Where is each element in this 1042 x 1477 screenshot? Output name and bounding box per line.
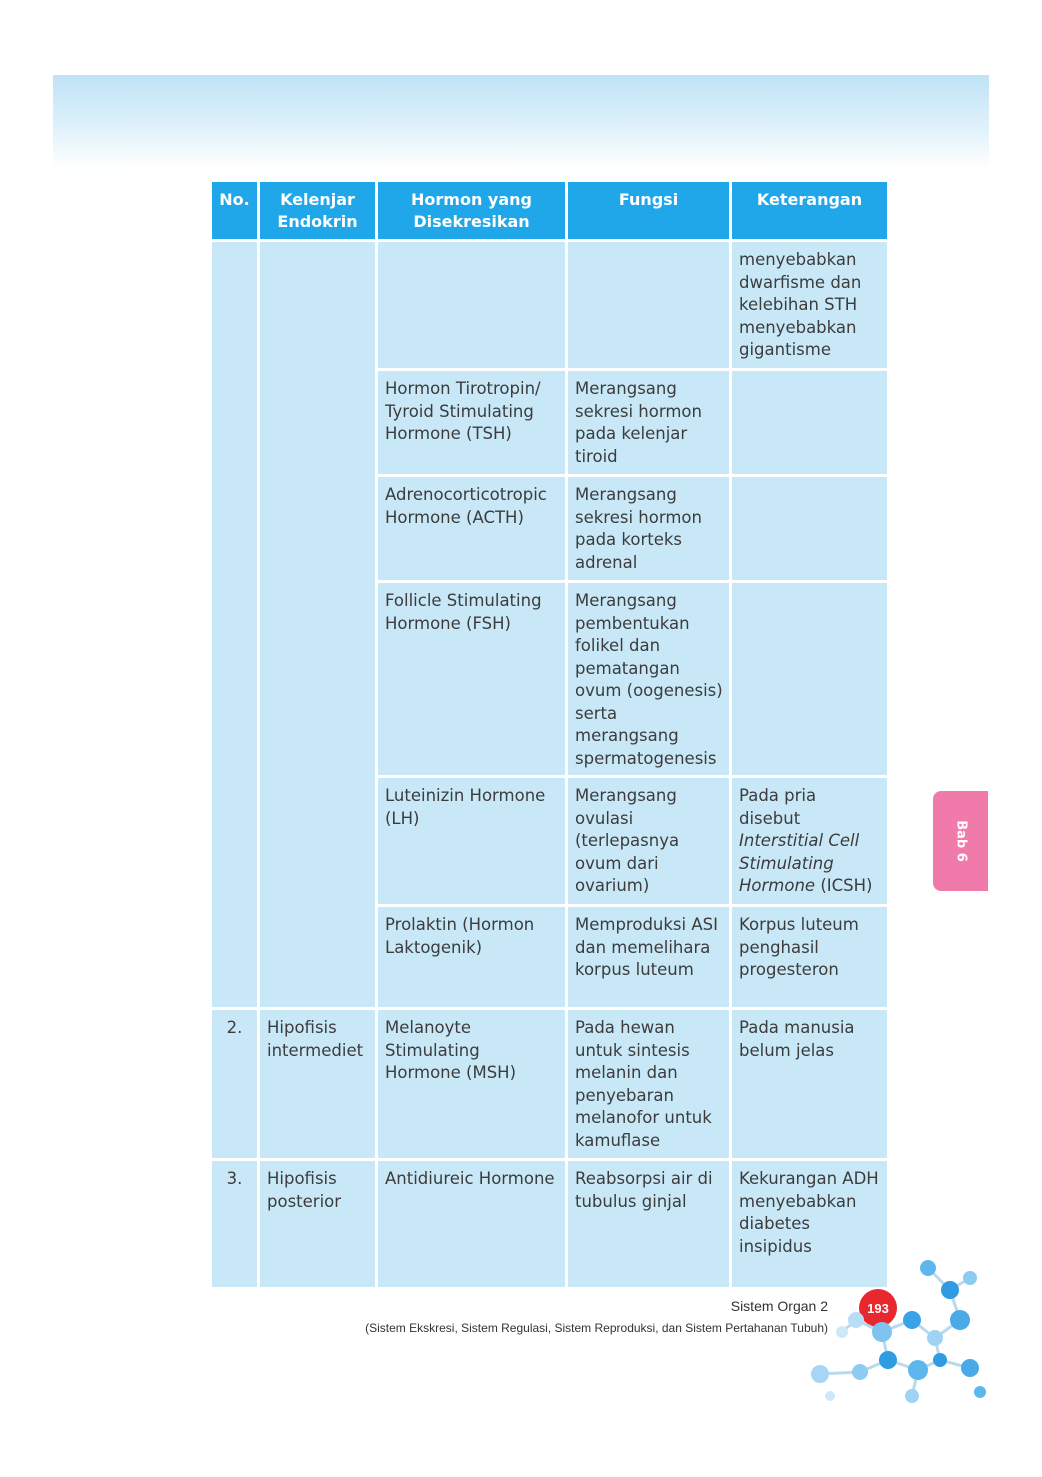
- header-fungsi: Fungsi: [568, 182, 729, 239]
- header-hormon: Hormon yang Disekresikan: [378, 182, 565, 239]
- cell-fungsi: Memproduksi ASI dan memelihara korpus luteum: [568, 907, 729, 1007]
- cell-hormon: Adrenocorticotropic Hormone (ACTH): [378, 477, 565, 580]
- cell-keterangan: [732, 477, 887, 580]
- cell-keterangan: Korpus luteum penghasil progesteron: [732, 907, 887, 1007]
- keterangan-text: (ICSH): [820, 876, 873, 895]
- header-keterangan: Keterangan: [732, 182, 887, 239]
- cell-no: 3.: [212, 1161, 257, 1287]
- cell-keterangan: Pada manusia belum jelas: [732, 1010, 887, 1158]
- cell-hormon: Prolaktin (Hormon Laktogenik): [378, 907, 565, 1007]
- footer-book-title: Sistem Organ 2: [730, 1298, 828, 1314]
- table-row: [212, 1010, 887, 1158]
- cell-kelenjar: Hipofisis intermediet: [260, 1010, 375, 1158]
- cell-kelenjar: [260, 242, 375, 1007]
- cell-fungsi: Pada hewan untuk sintesis melanin dan penyebaran melanofor untuk kamuflase: [568, 1010, 729, 1158]
- cell-keterangan: Kekurangan ADH menyebabkan diabetes insipidus: [732, 1161, 887, 1287]
- footer-book-subtitle: (Sistem Ekskresi, Sistem Regulasi, Sistem Reproduksi, dan Sistem Pertahanan Tubuh): [365, 1321, 828, 1335]
- keterangan-italic-text: Interstitial Cell Stimulating Hormone: [739, 831, 860, 895]
- keterangan-text: Pada pria disebut: [739, 786, 817, 828]
- cell-keterangan: [732, 778, 887, 904]
- cell-hormon: Follicle Stimulating Hormone (FSH): [378, 583, 565, 775]
- cell-keterangan: menyebabkan dwarfisme dan kelebihan STH menyebabkan gigantisme: [732, 242, 887, 368]
- page-number-badge: 193: [859, 1289, 897, 1327]
- cell-hormon: Antidiureic Hormone: [378, 1161, 565, 1287]
- chapter-tab: [933, 791, 988, 891]
- header-band: [53, 75, 989, 170]
- table-row: [212, 242, 887, 368]
- cell-hormon: Luteinizin Hormone (LH): [378, 778, 565, 904]
- cell-fungsi: Merangsang sekresi hormon pada kelenjar tiroid: [568, 371, 729, 474]
- cell-fungsi: Merangsang sekresi hormon pada korteks adrenal: [568, 477, 729, 580]
- header-no: No.: [212, 182, 257, 239]
- header-kelenjar: Kelenjar Endokrin: [260, 182, 375, 239]
- cell-fungsi: [568, 242, 729, 368]
- hormone-table: [209, 179, 890, 1290]
- molecule-decoration-icon: [800, 1250, 990, 1410]
- cell-keterangan: [732, 583, 887, 775]
- cell-fungsi: Merangsang pembentukan folikel dan pematangan ovum (oogenesis) serta merangsang spermatogenesis: [568, 583, 729, 775]
- chapter-tab-label: Bab 6: [953, 820, 968, 862]
- cell-fungsi: Reabsorpsi air di tubulus ginjal: [568, 1161, 729, 1287]
- cell-no: [212, 242, 257, 1007]
- cell-hormon: Melanoyte Stimulating Hormone (MSH): [378, 1010, 565, 1158]
- table-header-row: [212, 182, 887, 239]
- table-row: [212, 1161, 887, 1287]
- cell-keterangan: [732, 371, 887, 474]
- cell-no: 2.: [212, 1010, 257, 1158]
- cell-kelenjar: Hipofisis posterior: [260, 1161, 375, 1287]
- cell-hormon: Hormon Tirotropin/ Tyroid Stimulating Hormone (TSH): [378, 371, 565, 474]
- cell-hormon: [378, 242, 565, 368]
- cell-fungsi: Merangsang ovulasi (terlepasnya ovum dari ovarium): [568, 778, 729, 904]
